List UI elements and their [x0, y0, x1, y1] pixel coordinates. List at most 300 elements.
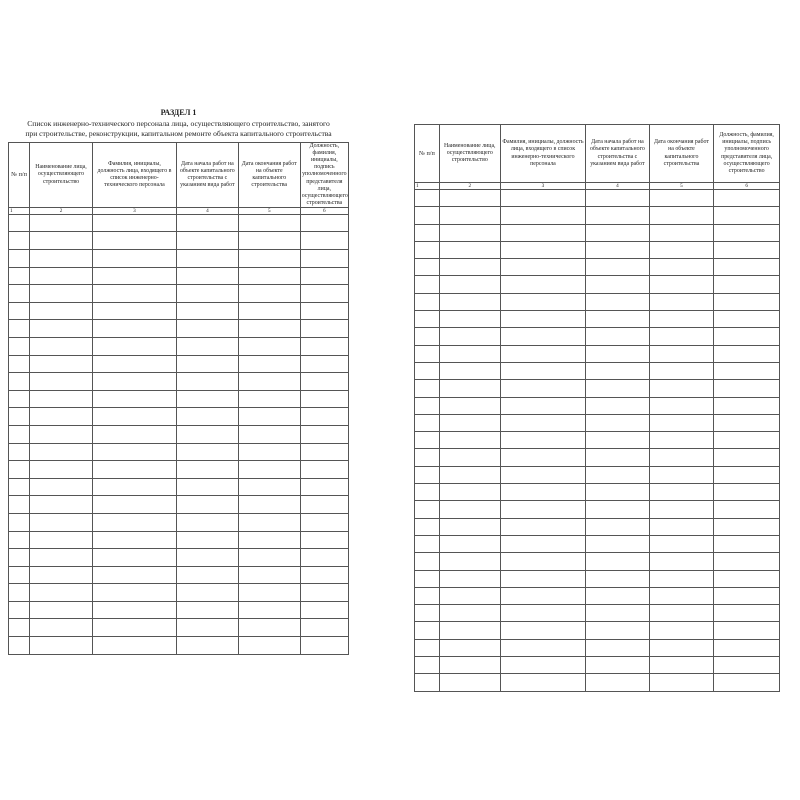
table-title-line-2: при строительстве, реконструкции, капитальном ремонте объекта капитального строительства — [25, 129, 332, 139]
table-cell — [714, 501, 780, 518]
personnel-table-left — [8, 142, 349, 655]
table-cell — [238, 408, 300, 426]
table-cell — [176, 425, 238, 443]
table-cell — [300, 285, 348, 303]
table-cell — [30, 337, 93, 355]
table-cell — [649, 259, 714, 276]
table-cell — [300, 443, 348, 461]
table-cell — [500, 276, 585, 293]
table-cell — [300, 513, 348, 531]
left-page — [8, 108, 349, 655]
table-cell — [586, 622, 650, 639]
table-cell — [439, 657, 500, 674]
table-row — [415, 345, 780, 362]
table-cell — [9, 267, 30, 285]
table-cell — [500, 501, 585, 518]
table-cell — [714, 553, 780, 570]
table-cell — [439, 259, 500, 276]
table-cell — [714, 484, 780, 501]
table-cell — [415, 570, 440, 587]
table-cell — [714, 380, 780, 397]
table-cell — [238, 355, 300, 373]
table-cell — [714, 466, 780, 483]
table-cell — [586, 449, 650, 466]
table-cell — [300, 267, 348, 285]
table-row — [415, 674, 780, 691]
table-cell — [500, 311, 585, 328]
table-cell — [238, 390, 300, 408]
table-cell — [714, 311, 780, 328]
table-cell — [415, 501, 440, 518]
table-cell — [415, 432, 440, 449]
table-cell — [238, 214, 300, 232]
table-cell — [176, 337, 238, 355]
table-cell — [300, 355, 348, 373]
table-cell — [30, 214, 93, 232]
table-cell — [649, 639, 714, 656]
table-row — [415, 276, 780, 293]
table-cell — [649, 518, 714, 535]
table-cell — [238, 584, 300, 602]
table-cell — [176, 549, 238, 567]
table-cell — [30, 285, 93, 303]
table-cell — [9, 478, 30, 496]
table-cell — [649, 380, 714, 397]
table-cell — [649, 276, 714, 293]
table-cell — [30, 250, 93, 268]
table-cell — [439, 639, 500, 656]
table-cell — [30, 531, 93, 549]
table-cell — [9, 373, 30, 391]
table-cell — [415, 553, 440, 570]
table-cell — [439, 397, 500, 414]
table-cell — [714, 397, 780, 414]
right-page — [414, 124, 780, 692]
table-cell — [586, 259, 650, 276]
table-row — [415, 432, 780, 449]
table-cell — [9, 584, 30, 602]
table-cell — [649, 345, 714, 362]
table-cell — [586, 535, 650, 552]
table-cell — [30, 478, 93, 496]
table-row — [9, 637, 349, 655]
table-cell — [714, 362, 780, 379]
table-cell — [92, 513, 176, 531]
column-number-row — [415, 183, 780, 190]
table-cell — [9, 214, 30, 232]
table-row — [415, 414, 780, 431]
table-cell — [92, 373, 176, 391]
table-cell — [238, 478, 300, 496]
table-cell — [586, 380, 650, 397]
table-cell — [415, 276, 440, 293]
column-number: 3 — [500, 183, 585, 190]
table-cell — [9, 601, 30, 619]
table-row — [9, 478, 349, 496]
table-cell — [586, 432, 650, 449]
table-cell — [500, 432, 585, 449]
table-row — [415, 362, 780, 379]
table-cell — [649, 414, 714, 431]
table-row — [415, 259, 780, 276]
table-cell — [439, 362, 500, 379]
table-cell — [92, 531, 176, 549]
table-cell — [586, 414, 650, 431]
column-header-end-date: Дата окончания работ на объекте капитального строительства — [649, 125, 714, 183]
table-row — [9, 355, 349, 373]
table-cell — [714, 293, 780, 310]
table-cell — [439, 380, 500, 397]
table-cell — [415, 259, 440, 276]
table-cell — [415, 397, 440, 414]
table-cell — [439, 190, 500, 207]
table-row — [9, 566, 349, 584]
table-cell — [439, 345, 500, 362]
table-cell — [500, 639, 585, 656]
column-header-end-date: Дата окончания работ на объекте капитального строительства — [238, 143, 300, 208]
table-cell — [714, 674, 780, 691]
column-number: 4 — [586, 183, 650, 190]
table-cell — [300, 373, 348, 391]
table-cell — [649, 328, 714, 345]
table-row — [415, 622, 780, 639]
table-cell — [9, 408, 30, 426]
table-cell — [176, 232, 238, 250]
table-cell — [649, 674, 714, 691]
table-cell — [92, 619, 176, 637]
table-cell — [714, 605, 780, 622]
table-cell — [9, 496, 30, 514]
table-cell — [300, 566, 348, 584]
table-cell — [176, 478, 238, 496]
table-row — [9, 302, 349, 320]
column-header-number: № п/п — [9, 143, 30, 208]
table-cell — [30, 619, 93, 637]
table-cell — [300, 637, 348, 655]
table-cell — [649, 466, 714, 483]
table-cell — [415, 605, 440, 622]
table-cell — [586, 484, 650, 501]
table-cell — [500, 449, 585, 466]
table-cell — [439, 207, 500, 224]
table-cell — [300, 461, 348, 479]
table-cell — [300, 232, 348, 250]
table-cell — [176, 601, 238, 619]
table-cell — [30, 549, 93, 567]
table-cell — [649, 293, 714, 310]
table-row — [9, 337, 349, 355]
table-cell — [176, 355, 238, 373]
table-cell — [439, 241, 500, 258]
column-header-person: Фамилия, инициалы, должность лица, входящего в список инженерно-технического персонала — [92, 143, 176, 208]
table-cell — [300, 549, 348, 567]
table-cell — [500, 362, 585, 379]
table-cell — [9, 619, 30, 637]
table-cell — [176, 408, 238, 426]
table-cell — [500, 570, 585, 587]
table-cell — [714, 328, 780, 345]
table-row — [9, 443, 349, 461]
table-cell — [500, 674, 585, 691]
table-cell — [415, 328, 440, 345]
table-row — [9, 531, 349, 549]
table-cell — [238, 267, 300, 285]
table-cell — [9, 566, 30, 584]
table-cell — [92, 232, 176, 250]
table-row — [415, 587, 780, 604]
column-header-organization: Наименование лица, осуществляющего строительство — [439, 125, 500, 183]
table-cell — [415, 414, 440, 431]
table-cell — [92, 302, 176, 320]
column-number: 3 — [92, 207, 176, 214]
table-cell — [9, 302, 30, 320]
table-cell — [649, 484, 714, 501]
table-cell — [9, 549, 30, 567]
table-cell — [92, 267, 176, 285]
table-cell — [649, 535, 714, 552]
table-cell — [176, 531, 238, 549]
table-cell — [92, 566, 176, 584]
table-cell — [439, 311, 500, 328]
table-cell — [500, 414, 585, 431]
table-cell — [30, 320, 93, 338]
table-cell — [415, 484, 440, 501]
table-cell — [714, 587, 780, 604]
table-cell — [9, 232, 30, 250]
table-cell — [9, 320, 30, 338]
table-cell — [415, 207, 440, 224]
table-cell — [714, 639, 780, 656]
table-cell — [176, 637, 238, 655]
table-cell — [586, 587, 650, 604]
table-cell — [500, 345, 585, 362]
table-cell — [176, 496, 238, 514]
table-cell — [500, 622, 585, 639]
table-cell — [9, 443, 30, 461]
table-cell — [649, 605, 714, 622]
table-row — [415, 466, 780, 483]
table-cell — [30, 601, 93, 619]
table-cell — [92, 496, 176, 514]
table-cell — [238, 549, 300, 567]
table-cell — [714, 570, 780, 587]
table-cell — [586, 501, 650, 518]
table-cell — [649, 311, 714, 328]
table-cell — [92, 443, 176, 461]
table-cell — [415, 535, 440, 552]
table-cell — [92, 478, 176, 496]
table-row — [9, 549, 349, 567]
table-cell — [176, 390, 238, 408]
table-cell — [92, 584, 176, 602]
section-heading — [8, 108, 349, 139]
table-cell — [415, 518, 440, 535]
table-cell — [176, 302, 238, 320]
table-cell — [714, 657, 780, 674]
table-cell — [714, 535, 780, 552]
table-cell — [649, 587, 714, 604]
table-cell — [238, 232, 300, 250]
table-cell — [500, 241, 585, 258]
table-cell — [714, 414, 780, 431]
table-cell — [300, 408, 348, 426]
table-cell — [649, 190, 714, 207]
column-number: 4 — [176, 207, 238, 214]
table-body — [415, 190, 780, 692]
table-cell — [415, 449, 440, 466]
table-row — [415, 484, 780, 501]
table-cell — [649, 207, 714, 224]
table-cell — [176, 619, 238, 637]
table-cell — [92, 549, 176, 567]
table-cell — [92, 637, 176, 655]
table-row — [415, 190, 780, 207]
table-row — [9, 461, 349, 479]
table-cell — [300, 337, 348, 355]
table-header-row — [415, 125, 780, 183]
table-cell — [9, 531, 30, 549]
table-cell — [500, 518, 585, 535]
table-cell — [439, 276, 500, 293]
table-cell — [586, 190, 650, 207]
table-cell — [415, 224, 440, 241]
table-row — [415, 449, 780, 466]
table-cell — [9, 425, 30, 443]
table-cell — [238, 461, 300, 479]
table-cell — [92, 250, 176, 268]
table-cell — [415, 345, 440, 362]
table-cell — [500, 328, 585, 345]
table-cell — [586, 657, 650, 674]
table-cell — [176, 443, 238, 461]
table-cell — [9, 637, 30, 655]
table-cell — [30, 461, 93, 479]
section-title: РАЗДЕЛ 1 — [160, 108, 197, 117]
table-cell — [439, 432, 500, 449]
table-row — [9, 373, 349, 391]
table-cell — [586, 276, 650, 293]
table-cell — [176, 373, 238, 391]
table-cell — [92, 285, 176, 303]
table-cell — [586, 311, 650, 328]
table-cell — [300, 302, 348, 320]
table-cell — [586, 397, 650, 414]
table-cell — [500, 190, 585, 207]
table-cell — [238, 496, 300, 514]
table-cell — [586, 345, 650, 362]
table-cell — [9, 461, 30, 479]
table-cell — [176, 461, 238, 479]
table-cell — [586, 553, 650, 570]
table-cell — [649, 432, 714, 449]
table-cell — [238, 531, 300, 549]
table-cell — [238, 637, 300, 655]
table-cell — [500, 397, 585, 414]
column-header-start-date: Дата начала работ на объекте капитального строительства с указанием вида работ — [586, 125, 650, 183]
table-cell — [500, 207, 585, 224]
table-row — [9, 619, 349, 637]
table-cell — [9, 390, 30, 408]
table-cell — [300, 478, 348, 496]
column-number: 5 — [238, 207, 300, 214]
table-cell — [300, 250, 348, 268]
table-cell — [586, 362, 650, 379]
table-cell — [586, 207, 650, 224]
column-number: 5 — [649, 183, 714, 190]
table-cell — [30, 408, 93, 426]
table-row — [415, 518, 780, 535]
table-cell — [500, 380, 585, 397]
table-cell — [30, 302, 93, 320]
table-cell — [500, 484, 585, 501]
column-number: 1 — [415, 183, 440, 190]
table-cell — [714, 432, 780, 449]
table-cell — [439, 605, 500, 622]
table-cell — [439, 518, 500, 535]
table-row — [415, 553, 780, 570]
column-header-signature: Должность, фамилия, инициалы, подпись уполномоченного представителя лица, осуществляющего строительство — [714, 125, 780, 183]
table-title-line-1: Список инженерно-технического персонала лица, осуществляющего строительство, занятого — [27, 119, 330, 129]
table-cell — [30, 232, 93, 250]
table-row — [9, 408, 349, 426]
table-cell — [649, 657, 714, 674]
table-cell — [500, 259, 585, 276]
table-cell — [30, 355, 93, 373]
table-cell — [649, 570, 714, 587]
table-row — [9, 513, 349, 531]
column-number: 6 — [300, 207, 348, 214]
table-cell — [500, 553, 585, 570]
table-cell — [649, 553, 714, 570]
table-cell — [439, 622, 500, 639]
column-number-row — [9, 207, 349, 214]
table-cell — [415, 466, 440, 483]
table-cell — [9, 285, 30, 303]
table-cell — [714, 190, 780, 207]
table-cell — [714, 224, 780, 241]
table-row — [415, 570, 780, 587]
table-row — [415, 535, 780, 552]
table-cell — [92, 408, 176, 426]
table-cell — [176, 584, 238, 602]
table-row — [415, 311, 780, 328]
table-cell — [30, 637, 93, 655]
table-cell — [300, 320, 348, 338]
table-cell — [9, 337, 30, 355]
table-cell — [300, 601, 348, 619]
table-cell — [415, 311, 440, 328]
table-cell — [30, 390, 93, 408]
table-cell — [439, 414, 500, 431]
table-cell — [300, 496, 348, 514]
table-cell — [415, 657, 440, 674]
table-cell — [714, 276, 780, 293]
table-row — [9, 285, 349, 303]
table-cell — [714, 259, 780, 276]
table-cell — [176, 250, 238, 268]
table-cell — [649, 397, 714, 414]
table-cell — [714, 518, 780, 535]
table-cell — [9, 355, 30, 373]
table-cell — [500, 466, 585, 483]
table-cell — [714, 622, 780, 639]
table-cell — [92, 461, 176, 479]
table-cell — [92, 390, 176, 408]
table-cell — [415, 622, 440, 639]
column-header-organization: Наименование лица, осуществляющего строительство — [30, 143, 93, 208]
table-row — [415, 241, 780, 258]
table-cell — [9, 250, 30, 268]
